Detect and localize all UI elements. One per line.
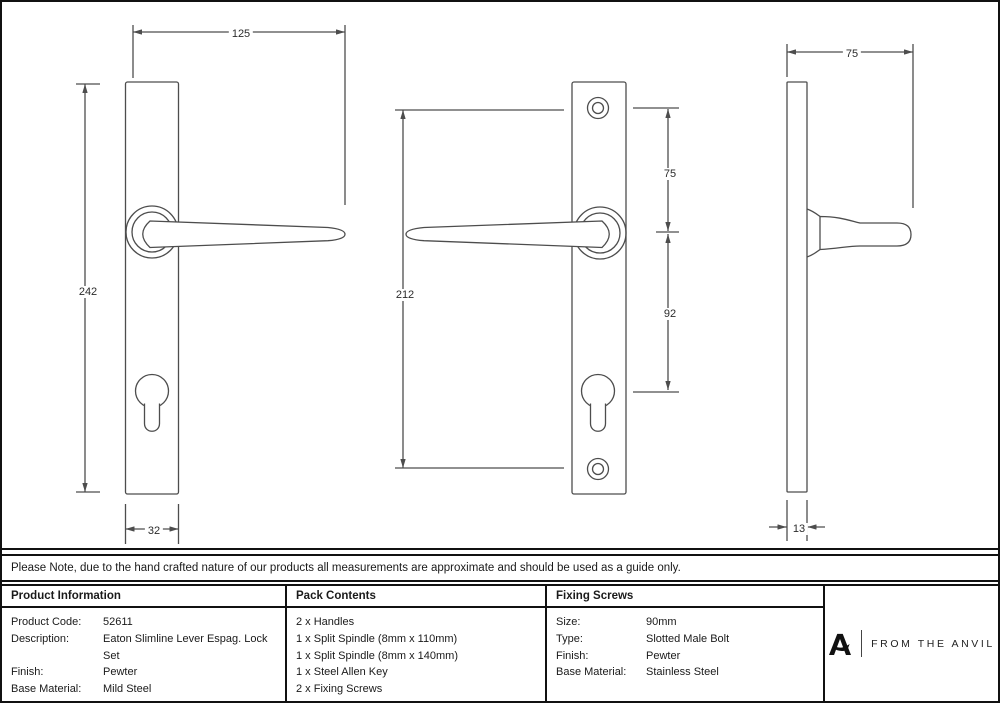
backplate-side — [787, 82, 807, 492]
list-item: 1 x Steel Allen Key — [296, 666, 388, 679]
row-label: Finish: — [556, 649, 589, 662]
lever-handle — [406, 221, 609, 248]
product-information-body — [2, 608, 285, 698]
backplate — [572, 82, 626, 494]
dim-label-front-width: 125 — [229, 28, 253, 40]
dim-label-plate-thickness: 13 — [790, 523, 808, 535]
screw-hole-top-outer — [588, 98, 609, 119]
table-row — [556, 614, 819, 631]
list-item: 1 x Split Spindle (8mm x 110mm) — [296, 632, 458, 645]
keyhole-circle — [582, 375, 615, 408]
drawing-canvas — [2, 2, 998, 548]
fixing-screws-column — [547, 586, 825, 701]
product-information-header: Product Information — [2, 586, 285, 608]
table-row — [556, 631, 819, 648]
technical-drawing — [2, 2, 998, 550]
fixing-screws-body — [547, 608, 823, 681]
disclaimer-text: Please Note, due to the hand crafted nature of our products all measurements are approximate and should be used as a guide only. — [11, 562, 681, 574]
logo-divider — [861, 630, 862, 657]
table-row — [556, 664, 819, 681]
screw-hole-top-inner — [593, 103, 604, 114]
measurement-disclaimer-bar — [2, 554, 998, 582]
table-row — [11, 614, 281, 631]
backplate — [126, 82, 179, 494]
row-value: Pewter — [646, 649, 681, 662]
row-label: Finish: — [11, 666, 44, 679]
list-item: 1 x Split Spindle (8mm x 140mm) — [296, 649, 458, 662]
dim-label-lever-keyhole: 92 — [661, 308, 679, 320]
product-information-column — [2, 586, 287, 701]
pack-contents-body — [287, 608, 545, 698]
lever-handle — [143, 221, 345, 248]
screw-hole-bottom-inner — [593, 464, 604, 475]
anvil-a-icon — [828, 633, 852, 655]
row-label: Base Material: — [556, 666, 627, 679]
list-item: 2 x Fixing Screws — [296, 683, 383, 696]
row-value: Pewter — [103, 666, 138, 679]
row-value: 52611 — [103, 616, 133, 628]
brand-logo — [825, 586, 998, 701]
list-item: 2 x Handles — [296, 616, 355, 628]
table-row — [556, 648, 819, 665]
table-row — [11, 631, 281, 665]
rose-flare-top — [807, 209, 820, 217]
front-view-lever-right — [76, 25, 345, 544]
row-value: Mild Steel — [103, 683, 152, 696]
row-value: Stainless Steel — [646, 666, 719, 679]
front-view-lever-left — [395, 82, 679, 494]
table-row — [11, 664, 281, 681]
row-label: Description: — [11, 632, 70, 645]
dim-label-front-height: 242 — [76, 286, 100, 298]
row-label: Size: — [556, 616, 581, 628]
fixing-screws-header: Fixing Screws — [547, 586, 823, 608]
keyhole-slot — [591, 404, 606, 432]
rose-flare-bottom — [807, 250, 820, 258]
side-profile-view — [769, 44, 913, 541]
brand-column — [825, 586, 998, 701]
product-info-table — [2, 584, 998, 701]
row-value: Slotted Male Bolt — [646, 632, 730, 645]
row-label: Type: — [556, 632, 583, 645]
dim-label-screw-to-lever: 75 — [661, 168, 679, 180]
brand-wordmark: FROM THE ANVIL — [871, 637, 995, 650]
screw-hole-bottom-outer — [588, 459, 609, 480]
keyhole-circle — [136, 375, 169, 408]
row-value: Eaton Slimline Lever Espag. Lock Set — [103, 632, 268, 662]
table-row — [11, 681, 281, 698]
dim-label-screw-centres: 212 — [393, 289, 417, 301]
row-label: Product Code: — [11, 616, 82, 628]
dim-label-side-depth: 75 — [843, 48, 861, 60]
lever-profile — [820, 217, 911, 250]
keyhole-slot — [145, 404, 160, 432]
dim-label-plate-width: 32 — [145, 525, 163, 537]
row-label: Base Material: — [11, 683, 82, 696]
pack-contents-column — [287, 586, 547, 701]
pack-contents-header: Pack Contents — [287, 586, 545, 608]
row-value: 90mm — [646, 616, 677, 628]
